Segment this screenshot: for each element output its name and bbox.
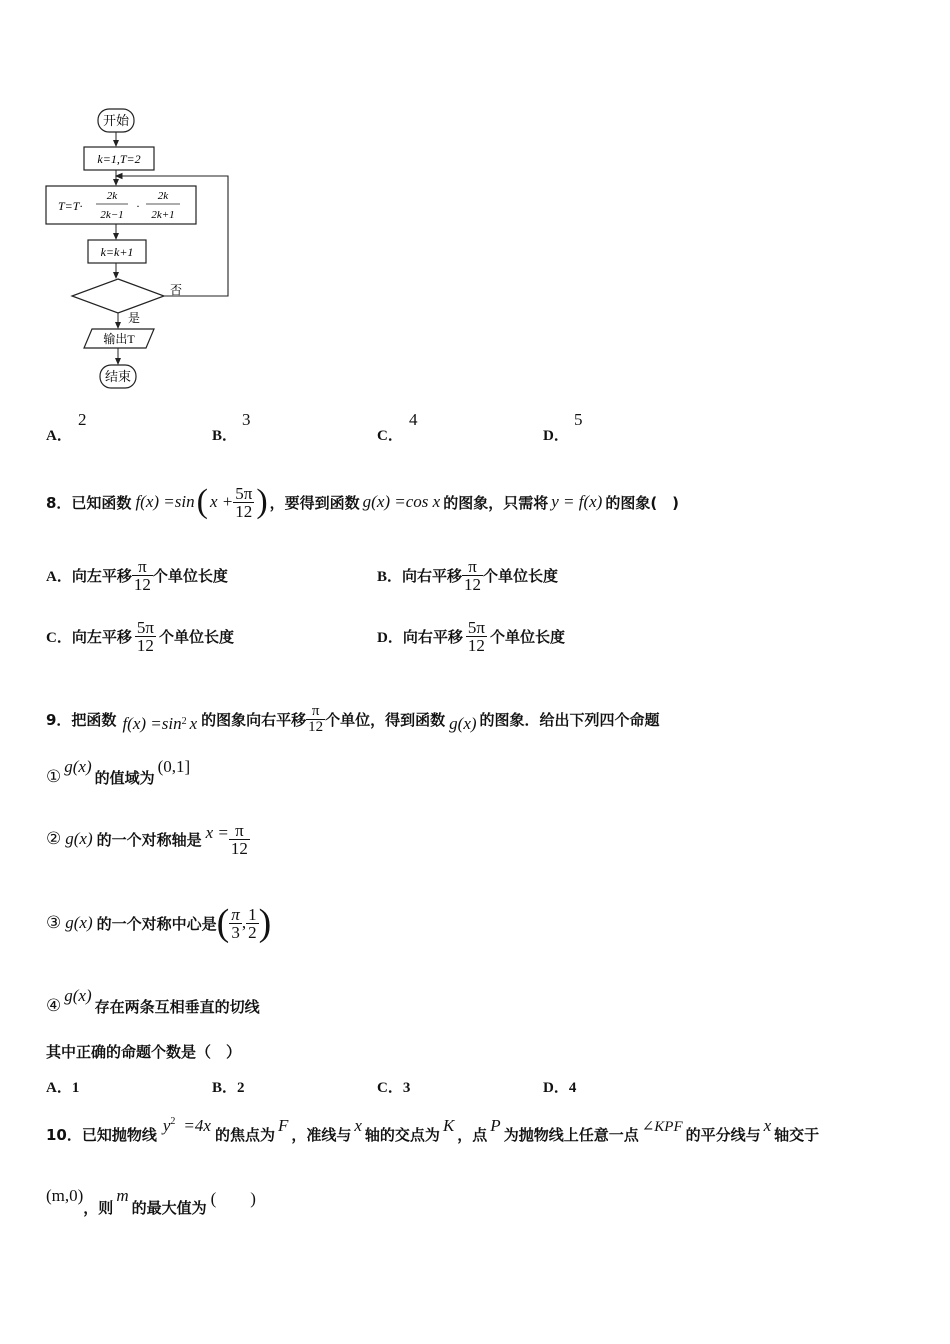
- q8-option-d-fraction: $\frac{5\pi}{12}$: [467, 617, 485, 655]
- q10-stem-2: (m,0) ，则 m 的最大值为 ( ): [46, 1186, 256, 1217]
- flowchart: [0, 0, 260, 400]
- flow-dot: ·: [136, 199, 140, 213]
- q9-prop-3-fraction-1: $\frac{\pi}{3}$: [231, 904, 240, 942]
- flow-update-lhs: T=T·: [58, 199, 83, 213]
- flow-increment-label: k=k+1: [100, 245, 134, 259]
- q8-option-a[interactable]: A． 向左平移 $\frac{\pi}{12}$ 个单位长度: [46, 556, 228, 594]
- q9-option-a[interactable]: A．1: [46, 1080, 80, 1096]
- flow-decision-diamond: [72, 279, 164, 313]
- flow-frac1-num: 2k: [106, 190, 118, 202]
- q9-prop-3-fraction-2: $\frac{1}{2}$: [248, 904, 257, 942]
- q7-option-a-value: 2: [78, 410, 87, 429]
- q9-f-var: x: [189, 714, 198, 733]
- q8-option-c[interactable]: C． 向左平移 $\frac{5\pi}{12}$ 个单位长度: [46, 617, 234, 655]
- q7-option-d-value: 5: [574, 410, 583, 429]
- q7-option-c[interactable]: C．: [377, 428, 403, 444]
- q9-prop-3-paren-close: ): [258, 902, 272, 944]
- q8-option-d[interactable]: D． 向右平移 $\frac{5\pi}{12}$ 个单位长度: [377, 617, 565, 655]
- q9-mid2: 个单位，得到函数: [325, 710, 446, 729]
- q8-number: 8．已知函数: [46, 493, 132, 512]
- flow-yes-label: 是: [128, 311, 141, 325]
- q7-option-d[interactable]: D．: [543, 428, 569, 444]
- flow-start-label: 开始: [102, 113, 130, 128]
- q8-tail: 的图象( ): [605, 493, 680, 512]
- q10-stem: 10．已知抛物线 y $^2$ =4x 的焦点为 F ，准线与 x 轴的交点为 K ，点 P 为抛物线上任意一点 ∠KPF 的平分线与 x 轴交于: [46, 1115, 820, 1144]
- q8-mid2: 的图象，只需将: [443, 493, 549, 512]
- q9-f-sup: 2: [181, 715, 187, 727]
- q8-option-a-fraction: $\frac{\pi}{12}$: [133, 556, 151, 594]
- q9-prop-3-paren-open: (: [216, 902, 230, 944]
- q9-prop-3: ③ g(x) 的一个对称中心是 ( $\frac{\pi}{3}$ , $\frac{1}{2}$ ): [46, 902, 272, 944]
- q8-f-frac-num: 5π: [235, 483, 253, 503]
- q9-prop-2-fraction: $\frac{\pi}{12}$: [230, 820, 248, 858]
- q9-stem: [46, 697, 660, 741]
- q8-f-frac-den: 12: [235, 501, 253, 521]
- flow-frac2-den: 2k+1: [151, 209, 175, 221]
- q9-option-b[interactable]: B．2: [212, 1080, 245, 1096]
- q8-y-expr: y = f(x): [551, 492, 603, 511]
- q8-f-fraction: [233, 485, 254, 520]
- flow-no-label: 否: [170, 283, 183, 297]
- flow-output-label: 输出T: [103, 332, 135, 346]
- q9-prop-2: ② g(x) 的一个对称轴是 x = $\frac{\pi}{12}$: [46, 820, 248, 858]
- q7-option-c-value: 4: [409, 410, 418, 429]
- q9-option-c[interactable]: C．3: [377, 1080, 411, 1096]
- q8-f-inner: x +: [209, 492, 234, 511]
- q9-number: 9．把函数: [46, 710, 117, 729]
- q9-prop-1: ① g(x) 的值域为 (0,1]: [46, 757, 191, 787]
- q8-paren-close: ): [256, 483, 268, 520]
- q9-fraction: $\frac{\pi}{12}$: [308, 702, 324, 735]
- q8-option-c-fraction: $\frac{5\pi}{12}$: [136, 617, 154, 655]
- flow-frac1-den: 2k−1: [100, 209, 124, 221]
- q8-f-lhs: f(x) =sin: [135, 492, 195, 511]
- q9-tail: 的图象．给出下列四个命题: [479, 710, 660, 729]
- q8-g-expr: g(x) =cos x: [362, 492, 441, 511]
- q8-mid: ，要得到函数: [269, 493, 360, 512]
- q8-paren-open: (: [196, 483, 208, 520]
- q9-f-expr: f(x) =sin: [122, 714, 182, 733]
- flow-frac2-num: 2k: [157, 190, 169, 202]
- q7-option-b[interactable]: B．: [212, 428, 238, 444]
- q10-number: 10．已知抛物线: [46, 1125, 157, 1144]
- q8-stem: [46, 474, 679, 530]
- q7-option-a[interactable]: A．: [46, 428, 72, 444]
- flow-end-label: 结束: [104, 369, 132, 384]
- q8-option-b[interactable]: B． 向右平移 $\frac{\pi}{12}$ 个单位长度: [377, 556, 559, 594]
- q9-option-d[interactable]: D．4: [543, 1080, 577, 1096]
- q9-prop-4: ④ g(x) 存在两条互相垂直的切线: [46, 986, 260, 1016]
- q9-g-expr: g(x): [449, 714, 477, 733]
- flow-init-label: k=1,T=2: [97, 152, 141, 166]
- q8-option-b-fraction: $\frac{\pi}{12}$: [464, 556, 482, 594]
- q9-mid: 的图象向右平移: [201, 710, 307, 729]
- q7-option-b-value: 3: [242, 410, 251, 429]
- q9-question: 其中正确的命题个数是（ ）: [46, 1043, 242, 1061]
